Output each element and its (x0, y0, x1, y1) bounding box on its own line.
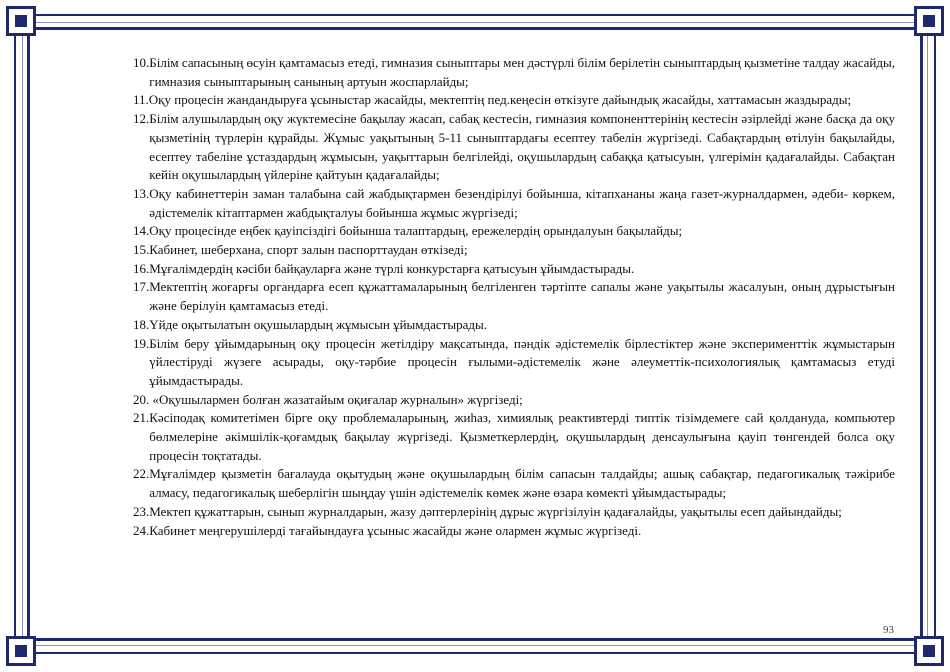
item-number: 12. (133, 111, 150, 127)
list-item (133, 185, 895, 222)
list-item (133, 391, 895, 410)
item-number: 24. (133, 522, 150, 538)
item-number: 13. (133, 185, 150, 201)
list-item (133, 316, 895, 335)
list-item (133, 222, 895, 241)
item-number: 21. (133, 410, 150, 426)
document-body (133, 54, 895, 540)
page-number: 93 (883, 624, 894, 636)
item-number: 19. (133, 335, 150, 351)
item-text: Білім алушылардың оқу жүктемесіне бақылау жасап, сабақ кестесін, гимназия компоненттерінің кестесін әзірлейді және басқа да оқу қызметінің түрлерін құрайды. Жұмыс уақытының 5-11 сыныптардағы есептеу табелін жүргізеді. Сабақтардың өтілуін бақылайды, есептеу табеліне ұстаздардың жұмысын, уақыттарын белгілейді, оқушылардың сабаққа қатысуын, үлгерімін қадағалайды. Сабақтан кейін оқушылардың үйлеріне қайтуын қадағалайды; (149, 111, 895, 183)
item-number: 17. (133, 279, 150, 295)
item-number: 16. (133, 260, 150, 276)
item-number: 22. (133, 466, 150, 482)
item-text: Оқу процесін жандандыруға ұсыныстар жасайды, мектептің пед.кеңесін өткізуге дайындық жасайды, хаттамасын жаздырады; (148, 92, 852, 108)
corner-ornament-top-right (914, 6, 944, 36)
corner-ornament-bottom-right (914, 636, 944, 666)
item-text: Кабинет, шеберхана, спорт залын паспорттаудан өткізеді; (149, 242, 468, 258)
item-number: 23. (133, 503, 150, 519)
item-text: «Оқушылармен болған жазатайым оқиғалар журналын» жүргізеді; (152, 391, 523, 407)
item-text: Мұғалімдердің кәсіби байқауларға және түрлі конкурстарға қатысуын ұйымдастырады. (149, 260, 635, 276)
item-number: 18. (133, 316, 150, 332)
list-item (133, 110, 895, 185)
item-text: Мұғалімдер қызметін бағалауда оқытудың және оқушылардың білім сапасын талдайды; ашық сабақтар, педагогикалық тәжірибе алмасу, педагогикалық шеберлігін шыңдау үшін әдістемелік көмек және өзара көмекті ұйымдастырады; (149, 466, 895, 501)
item-text: Кәсіподақ комитетімен бірге оқу проблемаларының, жиһаз, химиялық реактивтерді типтік тізімдемеге сай қолдануда, компьютер бөлмелеріне әкімшілік-қоғамдық бақылау жүргізеді. Қызметкерлердің, оқушылардың денсаулығына қауіп төнгендей болса оқу процесін тоқтатады. (149, 410, 895, 463)
corner-ornament-bottom-left (6, 636, 36, 666)
list-item (133, 503, 895, 522)
list-item (133, 522, 895, 541)
list-item (133, 409, 895, 465)
item-text: Білім сапасының өсуін қамтамасыз етеді, гимназия сыныптары мен дәстүрлі білім берілетін сыныптардың қызметіне талдау жасайды, гимназия сыныптарының санының артуын жоспарлайды; (149, 55, 895, 89)
item-text: Білім беру ұйымдарының оқу процесін жетілдіру мақсатында, пәндік әдістемелік бірлестіктер және эксперименттік жұмыстарын үйлестіруді жүзеге асырады, оқу-тәрбие процесін ғылыми-әдістемелік және әлеуметтік-психологиялық қамтамасыз етуді ұйымдастырады. (149, 335, 895, 388)
item-text: Оқу кабинеттерін заман талабына сай жабдықтармен безендірілуі бойынша, кітапхананы жаңа газет-журналдармен, әдеби- көркем, әдістемелік кітаптармен жабдықталуы бойынша жұмыс жүргізеді; (149, 185, 895, 220)
item-number: 11. (133, 92, 149, 108)
item-text: Оқу процесінде еңбек қауіпсіздігі бойынша талаптардың, ережелердің орындалуын бақылайды; (149, 223, 683, 239)
list-item (133, 54, 895, 91)
item-number: 14. (133, 223, 150, 239)
list-item (133, 465, 895, 502)
item-text: Мектеп құжаттарын, сынып журналдарын, жазу дәптерлерінің дұрыс жүргізілуін қадағалайды, уақытылы есеп дайындайды; (149, 503, 842, 519)
list-item (133, 91, 895, 110)
list-item (133, 335, 895, 391)
item-text: Мектептің жоғарғы органдарға есеп құжаттамаларының белгіленген тәртіпте сапалы және уақытылы жасалуын, оның дұрыстығын және берілуін қамтамасыз етеді. (149, 279, 895, 314)
list-item (133, 260, 895, 279)
item-number: 10. (133, 55, 150, 70)
list-item (133, 241, 895, 260)
item-number: 20. (133, 391, 153, 407)
item-text: Кабинет меңгерушілерді тағайындауға ұсыныс жасайды және олармен жұмыс жүргізеді. (149, 522, 642, 538)
item-text: Үйде оқытылатын оқушылардың жұмысын ұйымдастырады. (149, 316, 487, 332)
list-item (133, 278, 895, 315)
corner-ornament-top-left (6, 6, 36, 36)
item-number: 15. (133, 242, 150, 258)
